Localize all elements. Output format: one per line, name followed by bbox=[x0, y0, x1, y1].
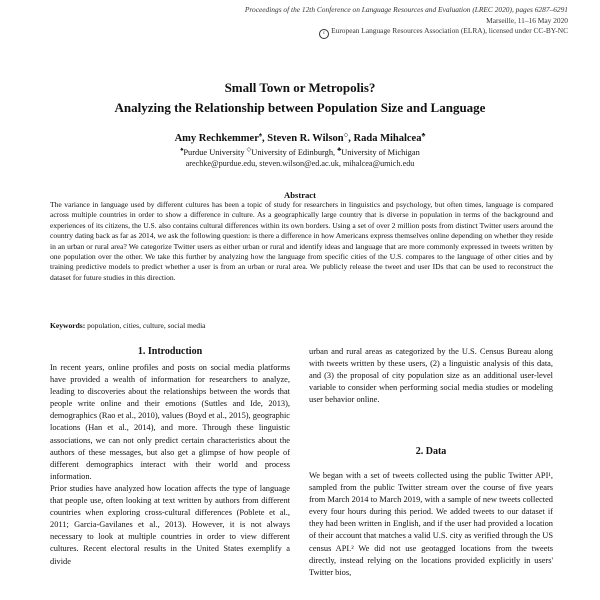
author-emails: arechke@purdue.edu, steven.wilson@ed.ac.uk, mihalcea@umich.edu bbox=[185, 159, 415, 168]
author-list bbox=[0, 132, 600, 145]
license-text: European Language Resources Association (ELRA), licensed under CC-BY-NC bbox=[331, 26, 568, 35]
title-line-1: Small Town or Metropolis? bbox=[224, 80, 376, 95]
keywords-label: Keywords: bbox=[50, 321, 86, 330]
club-icon: ♣ bbox=[421, 132, 426, 139]
keywords bbox=[50, 321, 553, 331]
abstract-heading: Abstract bbox=[284, 190, 316, 200]
proceedings-line: Proceedings of the 12th Conference on Language Resources and Evaluation (LREC 2020), pages 6287–6291 bbox=[244, 5, 568, 14]
affiliations bbox=[0, 147, 600, 158]
author-name: Steven R. Wilson bbox=[267, 133, 344, 144]
affiliation: Purdue University bbox=[183, 148, 245, 157]
affiliation-separator: , bbox=[333, 148, 338, 157]
spade-icon: ♠ bbox=[180, 147, 184, 154]
affiliation: University of Michigan bbox=[341, 148, 420, 157]
affiliation: University of Edinburgh bbox=[251, 148, 334, 157]
title-line-2: Analyzing the Relationship between Population Size and Language bbox=[114, 100, 486, 115]
left-column bbox=[50, 362, 290, 568]
copyright-icon: c bbox=[319, 29, 329, 39]
data-heading: 2. Data bbox=[415, 446, 447, 457]
abstract-text: The variance in language used by different cultures has been a topic of study for researchers in linguistics and psychology, but often times, language is compared across multiple countries in order to show a difference in culture. As a geographically large country that is diverse in population in terms of the background and experiences of its citizens, the U.S. also contains cultural differences within its own borders. Using a set of over 2 million posts from distinct Twitter users around the country dating back as far as 2014, we ask the following question: is there a difference in how Americans express themselves online depending on whether they reside in an urban or rural area? We categorize Twitter users as either urban or rural and identify ideas and language that are more commonly expressed in tweets written by one population over the other. We take this further by analyzing how the language from specific cities of the U.S. compares to the language of other cities and by training predictive models to predict whether a user is from an urban or rural area. We publicly release the tweet and user IDs that can be used to reconstruct the dataset for future studies in this direction. bbox=[50, 200, 553, 282]
contributions-paragraph: urban and rural areas as categorized by the U.S. Census Bureau along with tweets written by these users, (2) a linguistic analysis of this data, and (3) the proposal of city population size as an additional user-level variable to consider when performing social media studies or modeling user behavior online. bbox=[309, 347, 553, 405]
keywords-text: population, cities, culture, social media bbox=[87, 321, 206, 330]
proceedings-header bbox=[88, 5, 568, 39]
license-line bbox=[88, 26, 568, 39]
author-separator: , bbox=[348, 133, 354, 144]
intro-paragraph: Prior studies have analyzed how location affects the type of language that people use, often looking at text written by authors from different countries when exploring cross-cultural differences (Poblete et al., 2011; Garcia-Gavilanes et al., 2013). However, it is not always necessary to look at multiple countries in order to view different cultures. Recent electoral results in the United States exemplify a divide bbox=[50, 483, 290, 566]
author-name: Rada Mihalcea bbox=[353, 133, 422, 144]
venue-line: Marseille, 11–16 May 2020 bbox=[486, 15, 568, 25]
right-column-top bbox=[309, 346, 553, 406]
author-separator: , bbox=[262, 133, 268, 144]
spade-icon: ♠ bbox=[258, 132, 263, 139]
author-name: Amy Rechkemmer bbox=[174, 133, 259, 144]
paper-title bbox=[0, 78, 600, 118]
data-paragraph: We began with a set of tweets collected using the public Twitter API¹, sampled from the public Twitter stream over the course of five years from March 2014 to March 2019, with a sample of new tweets collected every four hours during this period. We added tweets to our dataset if they had been written in English, and if the user had provided a location of their account that matches a valid U.S. city as verified through the US census API.² We did not use geotagged locations from the tweets directly, instead relying on the locations provided explicitly in users' Twitter bios, bbox=[309, 471, 553, 577]
diamond-icon: ◇ bbox=[343, 132, 349, 139]
introduction-heading: 1. Introduction bbox=[137, 346, 203, 357]
intro-paragraph: In recent years, online profiles and posts on social media platforms have provided a wealth of information for researchers to analyze, leading to discoveries about the relationships between the words that people write online and their emotions (Suttles and Ide, 2013), demographics (Rao et al., 2010), values (Boyd et al., 2015), geographic locations (Han et al., 2014), and more. Through these linguistic associations, we can not only predict certain characteristics about the authors of these messages, but also get a glimpse of how people of different demographics interact with their world and process information. bbox=[50, 363, 290, 481]
right-column-bottom bbox=[309, 470, 553, 579]
club-icon: ♣ bbox=[337, 147, 342, 154]
abstract bbox=[50, 200, 553, 283]
diamond-icon: ◇ bbox=[246, 147, 252, 154]
